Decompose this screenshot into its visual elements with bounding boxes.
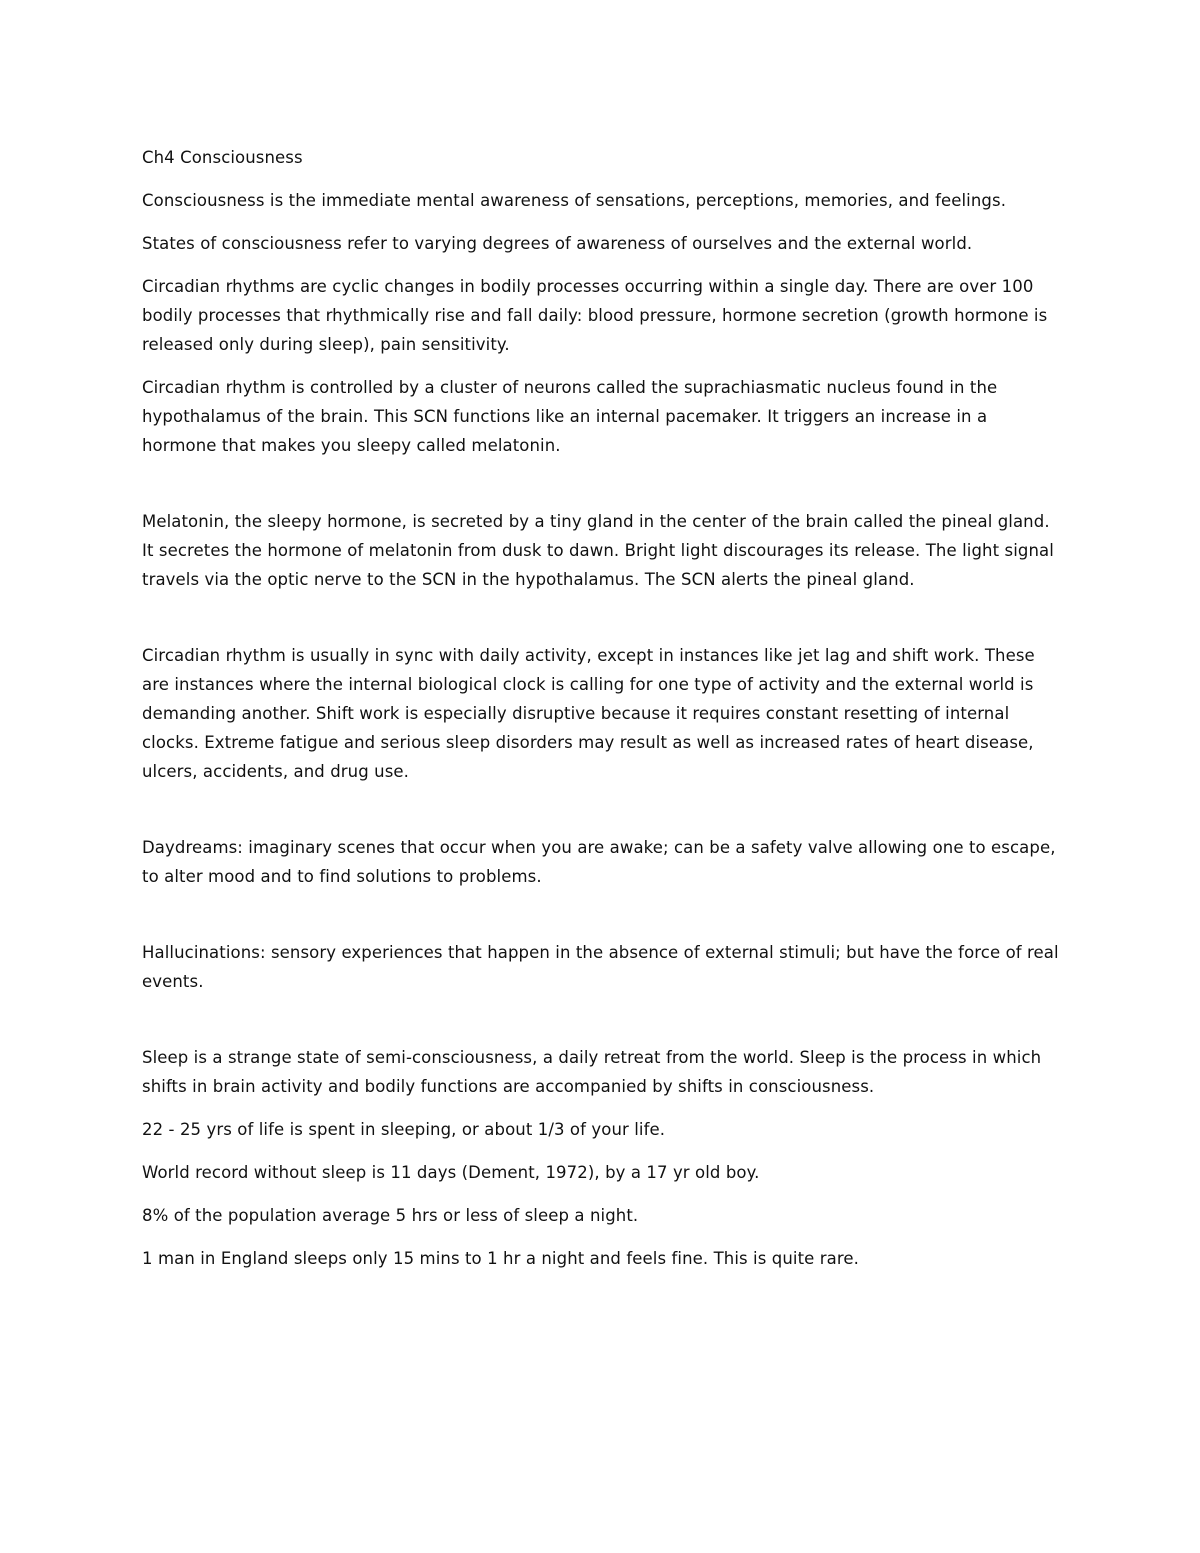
- paragraph-england-man: 1 man in England sleeps only 15 mins to 1 hr a night and feels fine. This is quite rare.: [142, 1249, 859, 1268]
- paragraph-melatonin: Melatonin, the sleepy hormone, is secreted by a tiny gland in the center of the brain called the pineal gland. It secretes the hormone of melatonin from dusk to dawn. Bright light discourages its release. The light signal travels via the optic nerve to the SCN in the hypothalamus. The SCN alerts the pineal gland.: [142, 512, 1054, 589]
- document-body: [142, 143, 1060, 1287]
- paragraph-states-of-consciousness: States of consciousness refer to varying degrees of awareness of ourselves and the external world.: [142, 234, 973, 253]
- paragraph-daydreams: Daydreams: imaginary scenes that occur when you are awake; can be a safety valve allowing one to escape, to alter mood and to find solutions to problems.: [142, 838, 1056, 886]
- paragraph-circadian-rhythms: Circadian rhythms are cyclic changes in bodily processes occurring within a single day. There are over 100 bodily processes that rhythmically rise and fall daily: blood pressure, hormone secretion (growth hormone is released only during sleep), pain sensitivity.: [142, 277, 1048, 354]
- paragraph-scn-control: Circadian rhythm is controlled by a cluster of neurons called the suprachiasmatic nucleus found in the hypothalamus of the brain. This SCN functions like an internal pacemaker. It triggers an increase in a hormone that makes you sleepy called melatonin.: [142, 378, 998, 455]
- document-title: Ch4 Consciousness: [142, 148, 303, 167]
- paragraph-consciousness-definition: Consciousness is the immediate mental awareness of sensations, perceptions, memories, and feelings.: [142, 191, 1007, 210]
- paragraph-hallucinations: Hallucinations: sensory experiences that happen in the absence of external stimuli; but have the force of real events.: [142, 943, 1059, 991]
- paragraph-jet-lag-shift-work: Circadian rhythm is usually in sync with daily activity, except in instances like jet lag and shift work. These are instances where the internal biological clock is calling for one type of activity and the external world is demanding another. Shift work is especially disruptive because it requires constant resetting of internal clocks. Extreme fatigue and serious sleep disorders may result as well as increased rates of heart disease, ulcers, accidents, and drug use.: [142, 646, 1035, 781]
- paragraph-sleep-definition: Sleep is a strange state of semi-consciousness, a daily retreat from the world. Sleep is the process in which shifts in brain activity and bodily functions are accompanied by shifts in consciousness.: [142, 1048, 1042, 1096]
- paragraph-years-sleeping: 22 - 25 yrs of life is spent in sleeping, or about 1/3 of your life.: [142, 1120, 666, 1139]
- paragraph-population-average: 8% of the population average 5 hrs or less of sleep a night.: [142, 1206, 639, 1225]
- paragraph-world-record: World record without sleep is 11 days (Dement, 1972), by a 17 yr old boy.: [142, 1163, 760, 1182]
